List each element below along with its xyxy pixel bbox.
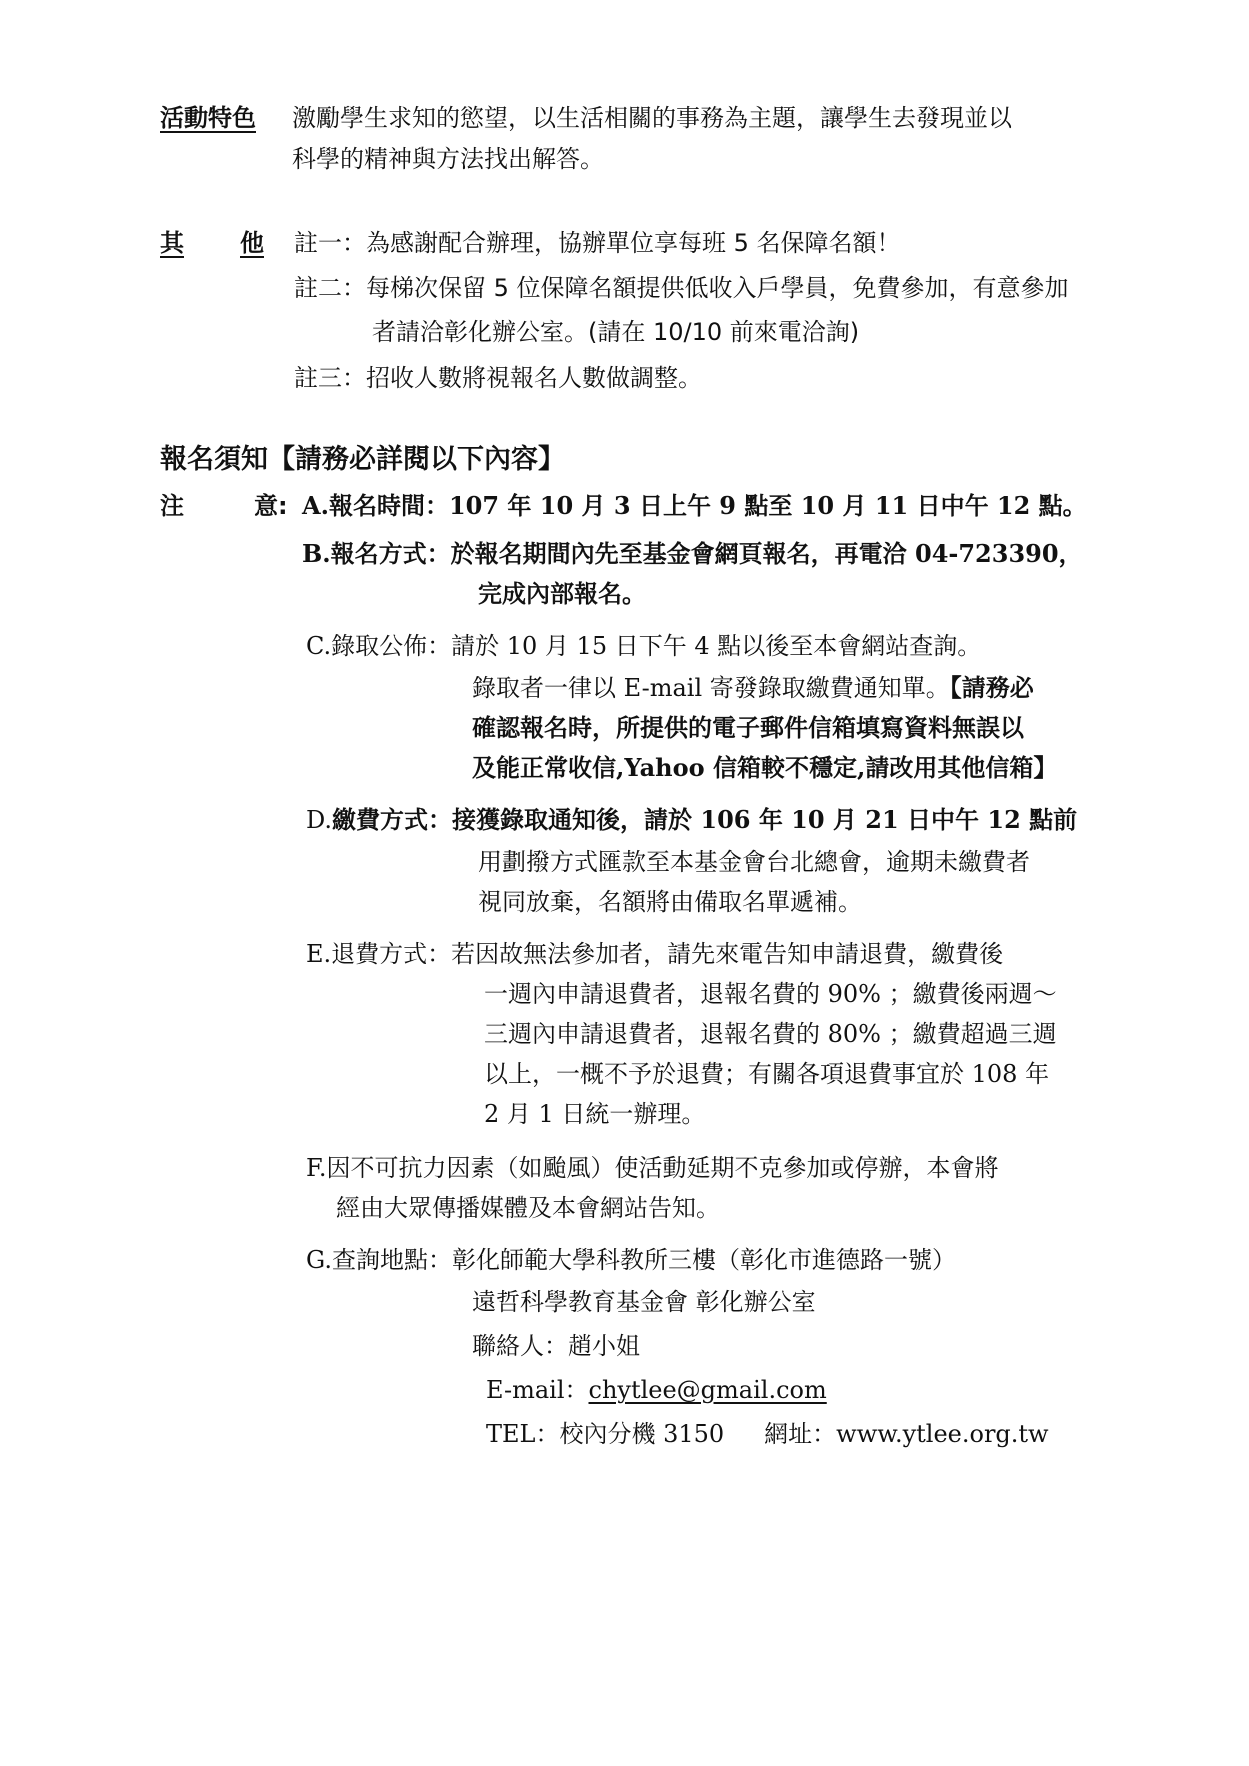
features-line-1: 激勵學生求知的慾望，以生活相關的事務為主題，讓學生去發現並以 [292, 104, 1012, 132]
item-b-line-1: B.報名方式：於報名期間內先至基金會網頁報名，再電洽 04-723390， [302, 539, 1083, 568]
website-text: 網址：www.ytlee.org.tw [764, 1420, 1049, 1448]
item-e-line-1: E.退費方式：若因故無法參加者，請先來電告知申請退費，繳費後 [306, 940, 1004, 968]
email-link[interactable]: chytlee@gmail.com [588, 1376, 827, 1404]
item-g-line-2: 遠哲科學教育基金會 彰化辦公室 [472, 1288, 816, 1316]
item-g-email-row [486, 1374, 827, 1406]
item-c-line-2 [472, 672, 1034, 704]
item-g-line-3: 聯絡人：趙小姐 [472, 1332, 640, 1360]
other-label-a: 其 [160, 229, 184, 257]
other-note-2-line-2: 者請洽彰化辦公室。(請在 10/10 前來電洽詢) [372, 318, 860, 346]
item-g-line-1: G.查詢地點：彰化師範大學科教所三樓（彰化市進德路一號） [306, 1246, 956, 1274]
item-g-contact-row [486, 1418, 1049, 1450]
item-c-line-3: 確認報名時，所提供的電子郵件信箱填寫資料無誤以 [472, 713, 1024, 742]
item-f-line-1: F.因不可抗力因素（如颱風）使活動延期不克參加或停辦，本會將 [306, 1154, 999, 1182]
tel-text: TEL：校內分機 3150 [486, 1420, 725, 1448]
item-a-registration-time: A.報名時間：107 年 10 月 3 日上午 9 點至 10 月 11 日中午 12 點。 [302, 491, 1087, 520]
other-label-b: 他 [240, 229, 264, 257]
item-e-line-4: 以上，一概不予於退費；有關各項退費事宜於 108 年 [484, 1060, 1050, 1088]
item-d-line-1 [306, 804, 1077, 836]
item-d-line-3: 視同放棄，名額將由備取名單遞補。 [478, 888, 862, 916]
item-e-line-5: 2 月 1 日統一辦理。 [484, 1100, 706, 1128]
item-d-line-2: 用劃撥方式匯款至本基金會台北總會，逾期未繳費者 [478, 848, 1030, 876]
item-c-line-2-bold: 【請務必 [949, 673, 1034, 702]
item-c-line-1: C.錄取公佈：請於 10 月 15 日下午 4 點以後至本會網站查詢。 [306, 632, 982, 660]
item-e-line-2: 一週內申請退費者，退報名費的 90% ；繳費後兩週～ [484, 980, 1057, 1008]
item-e-line-3: 三週內申請退費者，退報名費的 80% ；繳費超過三週 [484, 1020, 1057, 1048]
item-d-text: 繳費方式：接獲錄取通知後，請於 106 年 10 月 21 日中午 12 點前 [332, 805, 1078, 834]
attention-label-b: 意: [254, 492, 288, 520]
item-f-line-2: 經由大眾傳播媒體及本會網站告知。 [336, 1194, 720, 1222]
features-line-2: 科學的精神與方法找出解答。 [292, 145, 604, 173]
item-b-line-2: 完成內部報名。 [478, 579, 646, 608]
email-label: E-mail： [486, 1376, 589, 1404]
other-note-3: 註三：招收人數將視報名人數做調整。 [294, 364, 702, 392]
item-d-prefix: D. [306, 806, 333, 834]
other-note-1: 註一：為感謝配合辦理，協辦單位享每班 5 名保障名額！ [294, 229, 901, 257]
features-label: 活動特色 [160, 104, 256, 132]
item-c-line-4: 及能正常收信,Yahoo 信箱較不穩定,請改用其他信箱】 [472, 753, 1058, 782]
other-note-2-line-1: 註二：每梯次保留 5 位保障名額提供低收入戶學員，免費參加，有意參加 [294, 274, 1069, 302]
item-c-line-2-plain: 錄取者一律以 E-mail 寄發錄取繳費通知單。 [472, 674, 950, 702]
registration-heading: 報名須知【請務必詳閱以下內容】 [160, 444, 565, 475]
attention-label-a: 注 [160, 492, 184, 520]
